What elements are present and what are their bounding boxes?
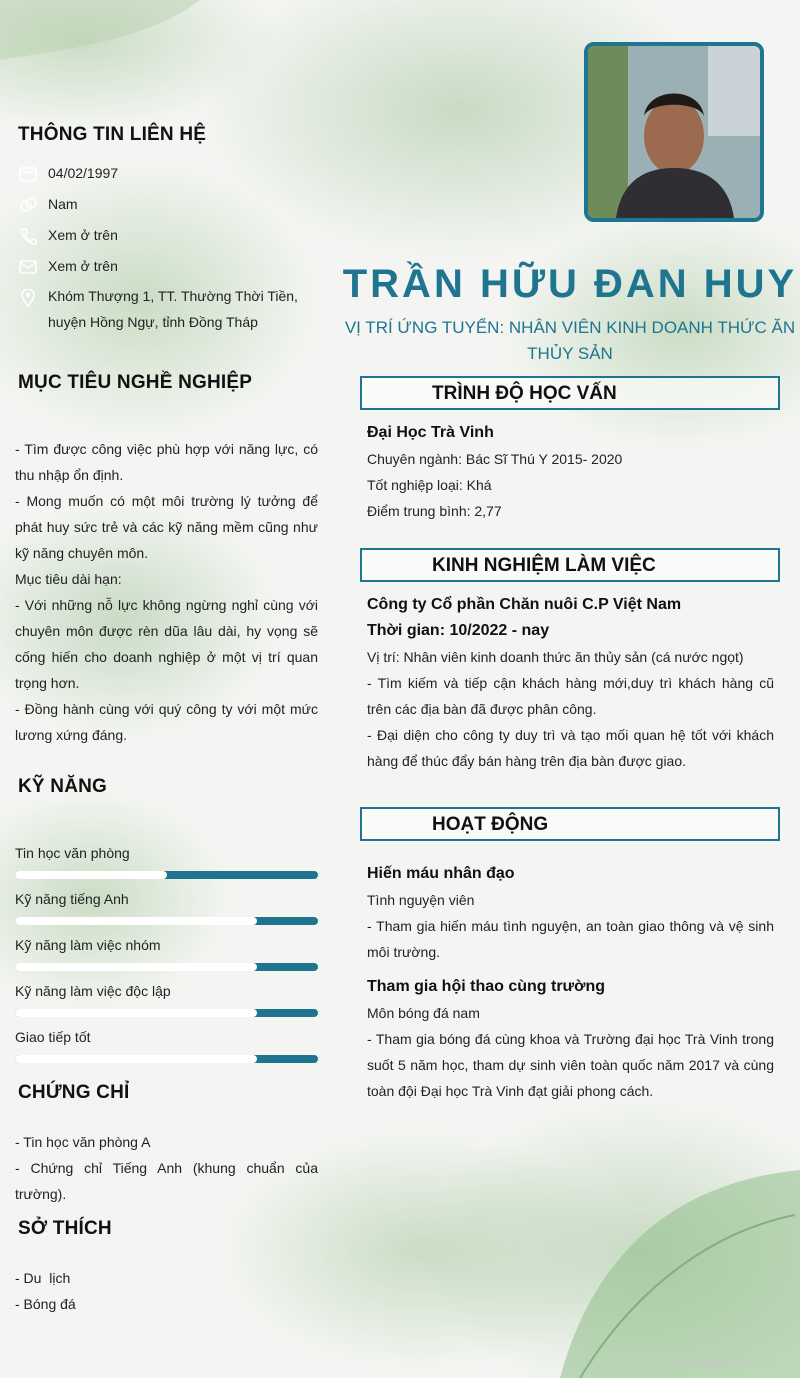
objective-line: - Tìm được công việc phù hợp với năng lực, có thu nhập ổn định.	[15, 441, 318, 483]
gender-text: Nam	[48, 196, 78, 212]
phone-icon	[18, 227, 38, 245]
experience-body	[367, 592, 774, 774]
skill-item	[15, 937, 318, 957]
activity-title: Hiến máu nhân đạo	[367, 865, 515, 882]
experience-section-header	[360, 548, 780, 582]
activities-heading: HOẠT ĐỘNG	[432, 814, 549, 835]
hobby-line: - Du lịch	[15, 1270, 71, 1286]
education-line: Chuyên ngành: Bác Sĩ Thú Y 2015- 2020	[367, 451, 623, 467]
skill-item	[15, 845, 318, 865]
skill-bar-fill	[15, 963, 257, 971]
contact-heading: THÔNG TIN LIÊN HỆ	[18, 124, 207, 145]
profile-photo-image	[588, 46, 760, 218]
skill-label: Giao tiếp tốt	[15, 1029, 91, 1045]
certificate-line: - Tin học văn phòng A	[15, 1134, 151, 1150]
skill-bar-fill	[15, 1009, 257, 1017]
experience-line: - Đại diện cho công ty duy trì và tạo mối quan hệ tốt với khách hàng để thúc đẩy bán hàng trên địa bàn được giao.	[367, 727, 774, 769]
objective-heading: MỤC TIÊU NGHỀ NGHIỆP	[18, 372, 253, 393]
candidate-name: TRẦN HỮU ĐAN HUY	[342, 262, 798, 306]
skill-item	[15, 1029, 318, 1049]
hobby-line: - Bóng đá	[15, 1296, 76, 1312]
watermark: © Timviec365.vn	[654, 1355, 772, 1370]
skill-bar-fill	[15, 917, 257, 925]
skill-bar	[15, 1009, 318, 1017]
contact-dob	[18, 165, 118, 183]
activity-item	[367, 861, 774, 965]
dob-text: 04/02/1997	[48, 165, 119, 181]
skill-bar-fill	[15, 1055, 257, 1063]
activity-item	[367, 974, 774, 1104]
objective-body	[15, 436, 318, 748]
objective-line: - Mong muốn có một môi trường lý tưởng để phát huy sức trẻ và các kỹ năng mềm cũng như kỹ năng chuyên môn.	[15, 493, 318, 561]
education-line: Điểm trung bình: 2,77	[367, 503, 502, 519]
phone-text: Xem ở trên	[48, 227, 118, 243]
experience-company: Công ty Cổ phần Chăn nuôi C.P Việt Nam	[367, 596, 682, 613]
skill-bar-fill	[15, 871, 167, 879]
objective-line: - Đồng hành cùng với quý công ty với một mức lương xứng đáng.	[15, 701, 318, 743]
contact-email	[18, 258, 118, 276]
objective-line: - Với những nỗ lực không ngừng nghỉ cùng với chuyên môn được rèn dũa lâu dài, hy vọng sẽ cống hiến cho doanh nghiệp ở một vị trí quan trọng hơn.	[15, 597, 318, 691]
skill-bar	[15, 871, 318, 879]
activities-section-header	[360, 807, 780, 841]
applied-position: VỊ TRÍ ỨNG TUYỂN: NHÂN VIÊN KINH DOANH THỨC ĂN THỦY SẢN	[344, 318, 796, 363]
skill-label: Kỹ năng làm việc nhóm	[15, 937, 161, 953]
profile-photo	[584, 42, 764, 222]
location-icon	[18, 289, 38, 307]
skills-heading: KỸ NĂNG	[18, 776, 108, 797]
activity-title: Tham gia hội thao cùng trường	[367, 978, 606, 995]
calendar-icon	[18, 165, 38, 183]
email-text: Xem ở trên	[48, 258, 118, 274]
experience-line: Vị trí: Nhân viên kinh doanh thức ăn thủy sản (cá nước ngọt)	[367, 649, 744, 665]
activity-desc: - Tham gia bóng đá cùng khoa và Trường đại học Trà Vinh trong suốt 5 năm học, tham dự sinh viên toàn quốc năm 2017 và cùng toàn đội Đại học Trà Vinh đạt giải phong cách.	[367, 1031, 774, 1099]
certificates-heading: CHỨNG CHỈ	[18, 1082, 130, 1103]
experience-period: Thời gian: 10/2022 - nay	[367, 622, 550, 639]
skill-bar	[15, 1055, 318, 1063]
certificates-body	[15, 1129, 318, 1207]
skill-label: Kỹ năng tiếng Anh	[15, 891, 129, 907]
skill-bar	[15, 963, 318, 971]
skill-label: Kỹ năng làm việc độc lập	[15, 983, 171, 999]
education-heading: TRÌNH ĐỘ HỌC VẤN	[432, 383, 617, 404]
address-line-2: huyện Hồng Ngự, tỉnh Đồng Tháp	[48, 314, 258, 330]
address-line-1: Khóm Thượng 1, TT. Thường Thời Tiền,	[48, 288, 298, 304]
experience-line: - Tìm kiếm và tiếp cận khách hàng mới,duy trì khách hàng cũ trên các địa bàn đã được phân công.	[367, 675, 774, 717]
education-section-header	[360, 376, 780, 410]
education-body	[367, 420, 774, 524]
email-icon	[18, 258, 38, 276]
objective-line: Mục tiêu dài hạn:	[15, 571, 122, 587]
skill-bar	[15, 917, 318, 925]
gender-icon	[18, 196, 38, 214]
contact-address	[18, 283, 298, 335]
certificate-line: - Chứng chỉ Tiếng Anh (khung chuẩn của trường).	[15, 1160, 318, 1202]
contact-gender	[18, 196, 78, 214]
skill-item	[15, 891, 318, 911]
hobbies-heading: SỞ THÍCH	[18, 1218, 112, 1239]
skill-label: Tin học văn phòng	[15, 845, 130, 861]
activity-role: Môn bóng đá nam	[367, 1005, 480, 1021]
skill-item	[15, 983, 318, 1003]
activity-role: Tình nguyện viên	[367, 892, 475, 908]
education-school: Đại Học Trà Vinh	[367, 424, 494, 441]
activity-desc: - Tham gia hiến máu tình nguyện, an toàn giao thông và vệ sinh môi trường.	[367, 918, 774, 960]
hobbies-body	[15, 1265, 318, 1317]
contact-phone	[18, 227, 118, 245]
education-line: Tốt nghiệp loại: Khá	[367, 477, 492, 493]
experience-heading: KINH NGHIỆM LÀM VIỆC	[432, 555, 656, 576]
